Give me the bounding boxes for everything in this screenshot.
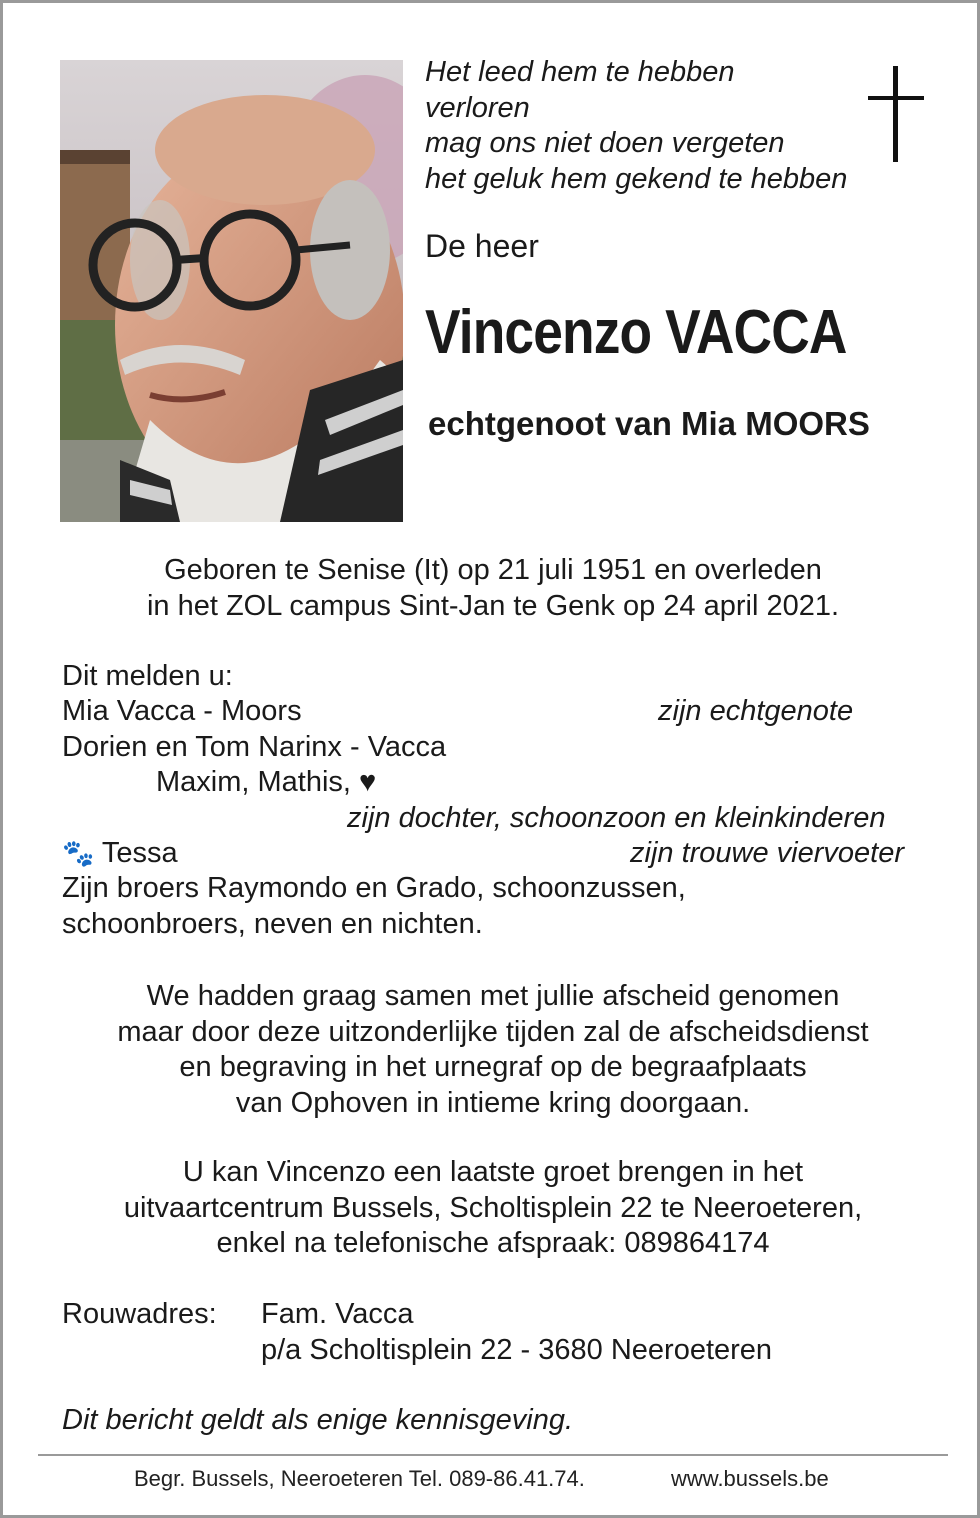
paragraph-line: in het ZOL campus Sint-Jan te Genk op 24 april 2021. — [146, 589, 840, 622]
spouse-line: echtgenoot van Mia MOORS — [428, 405, 870, 442]
honorific: De heer — [425, 228, 539, 264]
website-link[interactable]: www.bussels.be — [671, 1466, 829, 1491]
deceased-name: Vincenzo VACCA — [425, 298, 847, 367]
pet-relation: zijn trouwe viervoeter — [630, 837, 904, 869]
verse-line: verloren — [425, 91, 530, 124]
daughter-name: Dorien en Tom Narinx - Vacca — [62, 731, 447, 763]
paragraph-line: We hadden graag samen met jullie afscheid genomen — [146, 980, 840, 1012]
pet-line — [62, 836, 178, 872]
birth-death-paragraph — [3, 553, 980, 624]
paragraph-line: en begraving in het urnegraf op de begraafplaats — [179, 1051, 807, 1083]
notice-line: Dit bericht geldt als enige kennisgeving. — [62, 1404, 574, 1436]
family-line: schoonbroers, neven en nichten. — [62, 908, 483, 940]
paragraph-line: maar door deze uitzonderlijke tijden zal de afscheidsdienst — [117, 1015, 869, 1048]
pet-name: Tessa — [101, 837, 178, 869]
footer-divider — [38, 1454, 948, 1456]
paragraph-line: Geboren te Senise (It) op 21 juli 1951 en overleden — [164, 554, 822, 586]
spouse-relation: zijn echtgenote — [658, 695, 854, 727]
paragraph-line: van Ophoven in intieme kring doorgaan. — [235, 1086, 751, 1119]
family-line: Zijn broers Raymondo en Grado, schoonzussen, — [62, 872, 686, 904]
verse-line: mag ons niet doen vergeten — [425, 127, 785, 159]
address-label: Rouwadres: — [62, 1298, 217, 1330]
heart-icon: ♥ — [359, 766, 377, 798]
spouse-name: Mia Vacca - Moors — [62, 695, 302, 727]
verse-line: het geluk hem gekend te hebben — [425, 162, 848, 195]
farewell-paragraph — [3, 979, 980, 1121]
visit-paragraph — [3, 1155, 980, 1262]
paragraph-line: U kan Vincenzo een laatste groet brengen in het — [182, 1156, 804, 1188]
portrait-photo — [60, 60, 403, 522]
daughter-relation: zijn dochter, schoonzoon en kleinkinderen — [347, 802, 886, 834]
address-line: Fam. Vacca — [261, 1298, 414, 1330]
address-line: p/a Scholtisplein 22 - 3680 Neeroeteren — [261, 1334, 773, 1366]
announcers-intro: Dit melden u: — [62, 660, 233, 692]
paw-icon: 🐾 — [62, 838, 95, 868]
cross-icon — [868, 66, 924, 162]
memorial-verse — [425, 55, 847, 197]
paragraph-line: uitvaartcentrum Bussels, Scholtisplein 22 te Neeroeteren, — [123, 1191, 863, 1224]
grandchildren-names: Maxim, Mathis, — [156, 766, 351, 798]
grandchildren-line — [156, 765, 376, 801]
paragraph-line: enkel na telefonische afspraak: 089864174 — [216, 1227, 770, 1259]
portrait-illustration — [60, 60, 403, 522]
undertaker-info: Begr. Bussels, Neeroeteren Tel. 089-86.41.74. — [134, 1466, 585, 1491]
verse-line: Het leed hem te hebben — [425, 56, 735, 88]
